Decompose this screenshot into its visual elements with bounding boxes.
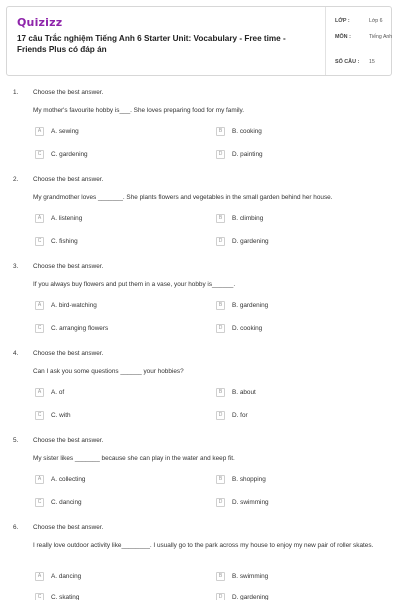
subject-value: Tiếng Anh <box>369 34 393 40</box>
question-instruction: Choose the best answer. <box>33 89 104 96</box>
option-text: A. dancing <box>51 572 82 580</box>
question-instruction: Choose the best answer. <box>33 437 104 444</box>
answer-option[interactable] <box>216 300 268 310</box>
option-text: C. with <box>51 411 71 419</box>
option-letter-box: D <box>216 411 225 420</box>
header-divider <box>325 7 326 75</box>
option-text: D. cooking <box>232 324 263 332</box>
option-text: B. climbing <box>232 214 264 222</box>
option-text: D. swimming <box>232 498 269 506</box>
question-text: If you always buy flowers and put them in a vase, your hobby is______. <box>33 281 236 288</box>
quizizz-logo[interactable]: Quizizz <box>17 16 63 29</box>
option-text: C. arranging flowers <box>51 324 109 332</box>
option-text: D. for <box>232 411 248 419</box>
option-letter-box: B <box>216 388 225 397</box>
question-text: Can I ask you some questions ______ your hobbies? <box>33 368 184 375</box>
option-letter-box: B <box>216 475 225 484</box>
question-text: I really love outdoor activity like________. I usually go to the park across my house to enjoy my new pair of roller skates. <box>33 542 374 549</box>
class-label: LỚP : <box>335 18 350 24</box>
option-letter-box: A <box>35 127 44 136</box>
page-title: 17 câu Trắc nghiệm Tiếng Anh 6 Starter Unit: Vocabulary - Free time - Friends Plus có đáp án <box>17 34 286 54</box>
option-text: A. bird-watching <box>51 301 97 309</box>
answer-option[interactable] <box>216 410 248 420</box>
answer-option[interactable] <box>216 571 268 581</box>
option-letter-box: D <box>216 324 225 333</box>
question-instruction: Choose the best answer. <box>33 263 104 270</box>
option-letter-box: C <box>35 324 44 333</box>
answer-option[interactable] <box>35 571 81 581</box>
answer-option[interactable] <box>216 387 256 397</box>
option-text: D. gardening <box>232 237 269 245</box>
option-letter-box: A <box>35 214 44 223</box>
option-text: B. about <box>232 388 256 396</box>
answer-option[interactable] <box>216 149 263 159</box>
answer-option[interactable] <box>35 410 71 420</box>
answer-option[interactable] <box>216 236 269 246</box>
question-number: 5. <box>13 437 19 444</box>
option-letter-box: A <box>35 388 44 397</box>
option-text: B. swimming <box>232 572 269 580</box>
option-letter-box: D <box>216 237 225 246</box>
option-text: A. listening <box>51 214 83 222</box>
option-letter-box: D <box>216 150 225 159</box>
subject-label: MÔN : <box>335 34 351 40</box>
option-letter-box: B <box>216 127 225 136</box>
question-count-value: 15 <box>369 59 375 65</box>
option-letter-box: C <box>35 593 44 600</box>
option-text: C. skating <box>51 593 80 600</box>
option-letter-box: C <box>35 150 44 159</box>
option-text: A. sewing <box>51 127 79 135</box>
option-letter-box: C <box>35 237 44 246</box>
answer-option[interactable] <box>35 474 85 484</box>
answer-option[interactable] <box>35 323 108 333</box>
question-number: 2. <box>13 176 19 183</box>
answer-option[interactable] <box>216 474 266 484</box>
answer-option[interactable] <box>216 592 269 600</box>
question-number: 6. <box>13 524 19 531</box>
answer-option[interactable] <box>35 126 79 136</box>
option-letter-box: B <box>216 214 225 223</box>
option-text: C. dancing <box>51 498 82 506</box>
question-instruction: Choose the best answer. <box>33 524 104 531</box>
option-letter-box: B <box>216 301 225 310</box>
question-text: My mother's favourite hobby is___. She loves preparing food for my family. <box>33 107 245 114</box>
question-number: 1. <box>13 89 19 96</box>
option-text: D. gardening <box>232 593 269 600</box>
option-text: B. cooking <box>232 127 262 135</box>
answer-option[interactable] <box>35 149 88 159</box>
class-value: Lớp 6 <box>369 18 383 24</box>
question-text: My sister likes _______ because she can play in the water and keep fit. <box>33 455 235 462</box>
answer-option[interactable] <box>35 213 82 223</box>
worksheet-header <box>6 6 392 76</box>
option-letter-box: C <box>35 411 44 420</box>
option-text: B. shopping <box>232 475 266 483</box>
option-letter-box: A <box>35 475 44 484</box>
question-text: My grandmother loves _______. She plants flowers and vegetables in the small garden behind her house. <box>33 194 333 201</box>
option-text: A. collecting <box>51 475 86 483</box>
answer-option[interactable] <box>35 497 82 507</box>
answer-option[interactable] <box>35 236 78 246</box>
answer-option[interactable] <box>35 387 64 397</box>
question-instruction: Choose the best answer. <box>33 176 104 183</box>
option-letter-box: B <box>216 572 225 581</box>
option-letter-box: D <box>216 498 225 507</box>
option-text: C. fishing <box>51 237 78 245</box>
question-number: 4. <box>13 350 19 357</box>
option-letter-box: A <box>35 301 44 310</box>
question-number: 3. <box>13 263 19 270</box>
option-text: A. of <box>51 388 65 396</box>
answer-option[interactable] <box>216 497 269 507</box>
answer-option[interactable] <box>35 300 97 310</box>
option-letter-box: A <box>35 572 44 581</box>
option-letter-box: D <box>216 593 225 600</box>
option-letter-box: C <box>35 498 44 507</box>
answer-option[interactable] <box>35 592 79 600</box>
answer-option[interactable] <box>216 213 263 223</box>
option-text: B. gardening <box>232 301 269 309</box>
option-text: C. gardening <box>51 150 88 158</box>
question-instruction: Choose the best answer. <box>33 350 104 357</box>
question-count-label: SỐ CÂU : <box>335 59 360 65</box>
answer-option[interactable] <box>216 323 262 333</box>
answer-option[interactable] <box>216 126 262 136</box>
option-text: D. painting <box>232 150 263 158</box>
